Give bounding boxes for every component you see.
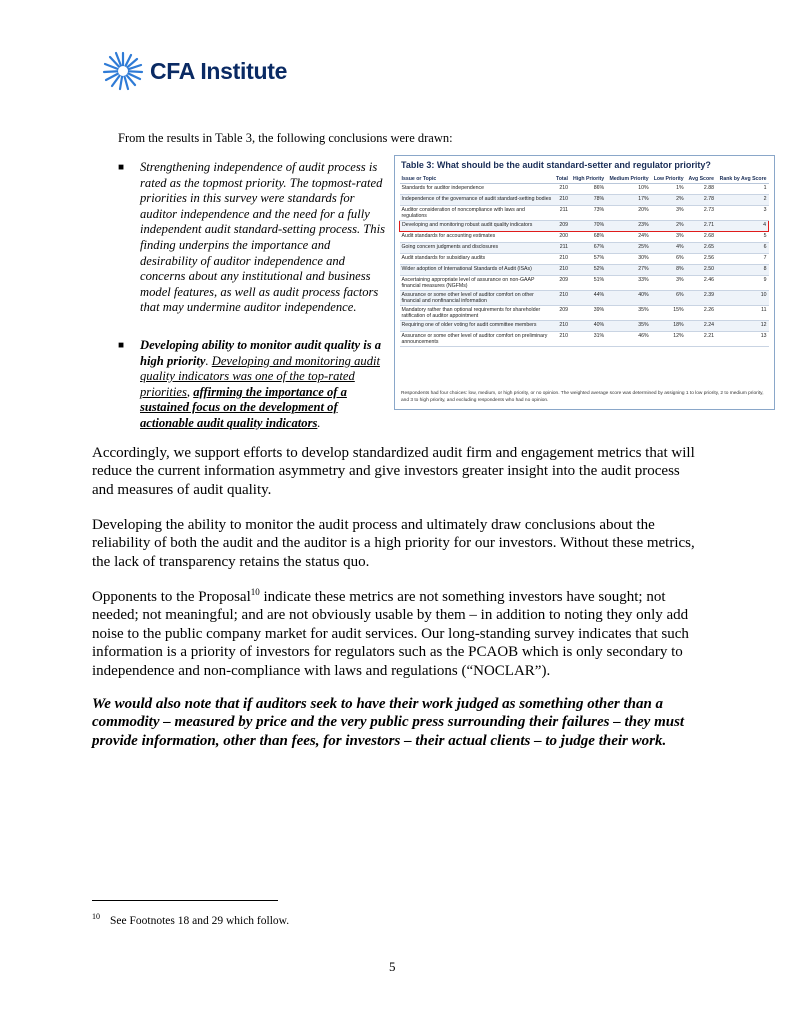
table-row bbox=[400, 254, 769, 265]
table-note: Respondents had four choices: low, medium, or high priority, or no opinion. The weighted average score was determined by assigning 1 to low priority, 2 to medium priority, and 3 to high priority, and excluding respondents who had no opinion. bbox=[401, 391, 764, 403]
column-header: Avg Score bbox=[686, 175, 716, 184]
table-cell: 86% bbox=[570, 184, 606, 195]
table-cell: 2% bbox=[651, 195, 686, 206]
table-cell: 40% bbox=[606, 291, 651, 306]
table-cell: 7 bbox=[716, 254, 768, 265]
paragraph-text: indicate these metrics are not something investors have sought; not needed; not meaningful; and are not obviously usable by them – in addition to noting they only add noise to the public company market for audit services. Our long-standing survey indicates that such information is a priority of investors for regulators such as the PCAOB which is only secondary to independence and non-compliance with laws and regulations (“NOCLAR”). bbox=[92, 589, 689, 679]
table-cell: Ascertaining appropriate level of assurance on non-GAAP financial measures (NGFMs) bbox=[400, 276, 554, 291]
table-cell: 10% bbox=[606, 184, 651, 195]
table-cell: 35% bbox=[606, 306, 651, 321]
table-cell: Assurance or some other level of auditor comfort on preliminary announcements bbox=[400, 332, 554, 347]
priority-table bbox=[399, 175, 769, 347]
table-cell: Assurance or some other level of auditor comfort on other financial and nonfinancial information bbox=[400, 291, 554, 306]
column-header: Rank by Avg Score bbox=[716, 175, 768, 184]
bullet-emphasis-text: affirming the importance of a sustained focus on the development of actionable audit quality indicators bbox=[140, 384, 347, 430]
table-cell: 35% bbox=[606, 321, 651, 332]
table-cell: Auditor consideration of noncompliance with laws and regulations bbox=[400, 206, 554, 221]
paragraph-text: Opponents to the Proposal bbox=[92, 589, 251, 605]
table-cell: 27% bbox=[606, 265, 651, 276]
footnote-ref[interactable]: 10 bbox=[250, 587, 260, 597]
emphasis-paragraph: We would also note that if auditors seek to have their work judged as something other than a commodity – measured by price and the very public press surrounding their failures – they must provide information, other than fees, for investors – their actual clients – to judge their work. bbox=[92, 696, 685, 749]
table-cell: 15% bbox=[651, 306, 686, 321]
table-cell: 1% bbox=[651, 184, 686, 195]
footnote-text: See Footnotes 18 and 29 which follow. bbox=[110, 914, 290, 927]
column-header: Total bbox=[554, 175, 570, 184]
bullet-punct: . bbox=[205, 353, 212, 368]
table-title: Table 3: What should be the audit standard-setter and regulator priority? bbox=[401, 160, 711, 170]
table-row bbox=[400, 276, 769, 291]
table-cell: 1 bbox=[716, 184, 768, 195]
table-cell: 18% bbox=[651, 321, 686, 332]
table-cell: 51% bbox=[570, 276, 606, 291]
table-cell: 24% bbox=[606, 232, 651, 243]
table-row bbox=[400, 291, 769, 306]
footnote-number: 10 bbox=[92, 912, 100, 921]
table-cell: 46% bbox=[606, 332, 651, 347]
table-cell: 2.68 bbox=[686, 232, 716, 243]
footnote bbox=[92, 912, 289, 927]
table-cell: 5 bbox=[716, 232, 768, 243]
bullet-heading: Developing ability to monitor audit quality is a high priority bbox=[140, 337, 382, 368]
table-cell: 2.73 bbox=[686, 206, 716, 221]
intro-text: From the results in Table 3, the following conclusions were drawn: bbox=[118, 131, 453, 145]
table-cell: 23% bbox=[606, 221, 651, 232]
table-row bbox=[400, 332, 769, 347]
table-cell: Audit standards for accounting estimates bbox=[400, 232, 554, 243]
table-cell: 68% bbox=[570, 232, 606, 243]
column-header: High Priority bbox=[570, 175, 606, 184]
table-cell: 210 bbox=[554, 195, 570, 206]
table-cell: 2.50 bbox=[686, 265, 716, 276]
table-cell: 2.88 bbox=[686, 184, 716, 195]
table-cell: 2.56 bbox=[686, 254, 716, 265]
table-cell: 20% bbox=[606, 206, 651, 221]
table-cell: 9 bbox=[716, 276, 768, 291]
table-cell: 25% bbox=[606, 243, 651, 254]
table-row bbox=[400, 306, 769, 321]
table-cell: 2.71 bbox=[686, 221, 716, 232]
table-cell: 3% bbox=[651, 276, 686, 291]
table-cell: 210 bbox=[554, 184, 570, 195]
table-cell: Independence of the governance of audit standard-setting bodies bbox=[400, 195, 554, 206]
table-cell: 211 bbox=[554, 243, 570, 254]
table-body bbox=[400, 184, 769, 347]
table-cell: Mandatory rather than optional requirements for shareholder ratification of auditor appointment bbox=[400, 306, 554, 321]
table-cell: 8 bbox=[716, 265, 768, 276]
table-cell: 200 bbox=[554, 232, 570, 243]
table-cell: 210 bbox=[554, 332, 570, 347]
paragraph: Developing the ability to monitor the audit process and ultimately draw conclusions about the reliability of both the audit and the auditor is a high priority for our investors. Without these metrics, the lack of transparency retains the status quo. bbox=[92, 517, 695, 570]
column-header: Low Priority bbox=[651, 175, 686, 184]
bullet-icon: ■ bbox=[118, 339, 125, 351]
table-cell: 3% bbox=[651, 206, 686, 221]
table-cell: 13 bbox=[716, 332, 768, 347]
table-cell: 209 bbox=[554, 306, 570, 321]
table-cell: 210 bbox=[554, 254, 570, 265]
table-cell: 40% bbox=[570, 321, 606, 332]
list-item bbox=[118, 160, 390, 316]
bullet-punct: . bbox=[317, 415, 321, 430]
table-row bbox=[400, 243, 769, 254]
table-cell: 4 bbox=[716, 221, 768, 232]
table-cell: 57% bbox=[570, 254, 606, 265]
table-cell: 2.24 bbox=[686, 321, 716, 332]
footnote-divider bbox=[92, 900, 278, 901]
table-cell: 67% bbox=[570, 243, 606, 254]
paragraph bbox=[92, 588, 702, 680]
paragraph: Accordingly, we support efforts to develop standardized audit firm and engagement metrics that will reduce the current information asymmetry and give investors greater insight into the audit process and measures of audit quality. bbox=[92, 445, 695, 498]
table-cell: Developing and monitoring robust audit quality indicators bbox=[400, 221, 554, 232]
table-cell: 2 bbox=[716, 195, 768, 206]
table-row bbox=[400, 221, 769, 232]
table-cell: 3% bbox=[651, 232, 686, 243]
page-number: 5 bbox=[389, 959, 396, 974]
table-cell: 4% bbox=[651, 243, 686, 254]
bullet-icon: ■ bbox=[118, 162, 125, 173]
table-cell: 2.26 bbox=[686, 306, 716, 321]
list-item bbox=[118, 338, 390, 432]
header-logo bbox=[100, 50, 287, 92]
table-cell: 2.46 bbox=[686, 276, 716, 291]
table-row bbox=[400, 232, 769, 243]
column-header: Medium Priority bbox=[606, 175, 651, 184]
priority-table-figure bbox=[394, 155, 775, 410]
table-cell: Wider adoption of International Standards of Audit (ISAs) bbox=[400, 265, 554, 276]
table-cell: Audit standards for subsidiary audits bbox=[400, 254, 554, 265]
table-cell: 11 bbox=[716, 306, 768, 321]
table-cell: 33% bbox=[606, 276, 651, 291]
table-row bbox=[400, 265, 769, 276]
table-row bbox=[400, 321, 769, 332]
conclusions-list bbox=[118, 160, 390, 432]
table-cell: 31% bbox=[570, 332, 606, 347]
table-cell: 2.78 bbox=[686, 195, 716, 206]
table-cell: 39% bbox=[570, 306, 606, 321]
bullet-text: Strengthening independence of audit process is rated as the topmost priority. The topmost-rated priorities in this survey were standards for auditor independence and the need for a fully independent audit standard-setting process. This finding underpins the importance and desirability of auditor independence and concerns about any institutional and business model features, as well as audit process factors that may undermine auditor independence. bbox=[140, 160, 385, 315]
table-cell: Going concern judgments and disclosures bbox=[400, 243, 554, 254]
table-cell: 30% bbox=[606, 254, 651, 265]
table-cell: 210 bbox=[554, 291, 570, 306]
bullet-underlined-text: Developing and monitoring audit quality indicators was one of the top-rated priorities bbox=[140, 353, 380, 399]
table-cell: 8% bbox=[651, 265, 686, 276]
table-cell: 17% bbox=[606, 195, 651, 206]
org-name: CFA Institute bbox=[150, 57, 288, 84]
table-cell: 3 bbox=[716, 206, 768, 221]
table-cell: 2% bbox=[651, 221, 686, 232]
table-cell: 70% bbox=[570, 221, 606, 232]
table-cell: 211 bbox=[554, 206, 570, 221]
table-cell: 2.39 bbox=[686, 291, 716, 306]
table-cell: 209 bbox=[554, 276, 570, 291]
table-cell: 44% bbox=[570, 291, 606, 306]
table-cell: 78% bbox=[570, 195, 606, 206]
table-cell: 2.21 bbox=[686, 332, 716, 347]
table-cell: 210 bbox=[554, 265, 570, 276]
starburst-logo-icon bbox=[100, 50, 146, 92]
table-cell: Requiring one of older voting for audit committee members bbox=[400, 321, 554, 332]
table-header-row bbox=[400, 175, 769, 184]
table-cell: 209 bbox=[554, 221, 570, 232]
table-row bbox=[400, 206, 769, 221]
table-cell: 12% bbox=[651, 332, 686, 347]
table-cell: 6 bbox=[716, 243, 768, 254]
table-cell: 10 bbox=[716, 291, 768, 306]
table-row bbox=[400, 195, 769, 206]
table-cell: 12 bbox=[716, 321, 768, 332]
table-cell: Standards for auditor independence bbox=[400, 184, 554, 195]
table-cell: 6% bbox=[651, 291, 686, 306]
table-cell: 52% bbox=[570, 265, 606, 276]
table-row bbox=[400, 184, 769, 195]
bullet-punct: , bbox=[186, 384, 194, 399]
table-cell: 210 bbox=[554, 321, 570, 332]
table-cell: 6% bbox=[651, 254, 686, 265]
table-cell: 73% bbox=[570, 206, 606, 221]
column-header: Issue or Topic bbox=[400, 175, 554, 184]
table-cell: 2.65 bbox=[686, 243, 716, 254]
